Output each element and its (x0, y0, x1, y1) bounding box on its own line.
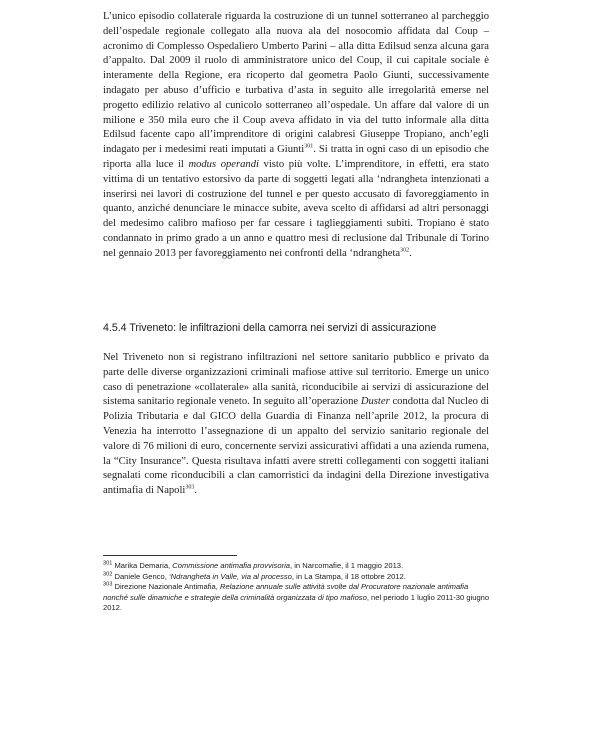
section-heading: 4.5.4 Triveneto: le infiltrazioni della camorra nei servizi di assicurazione (103, 322, 437, 334)
footnote-ref-303[interactable]: 303 (185, 484, 195, 491)
footnote-303 (103, 582, 495, 614)
footnote-number: 303 (103, 581, 113, 588)
italic-term: Duster (360, 396, 390, 408)
footnote-title: Relazione annuale sulle attività svolte dal Procuratore nazionale antimafia nonché sulle dinamiche e strategie della criminalità organizzata di tipo mafioso (103, 582, 469, 602)
footnote-number: 302 (103, 571, 113, 578)
footnote-text: , nel periodo 1 luglio 2011-30 giugno 2012. (103, 592, 490, 613)
italic-term: modus operandi (188, 158, 259, 170)
paragraph-text: . (409, 247, 412, 259)
paragraph-text: visto più volte. L’imprenditore, in effetti, era stato vittima di un tentativo estorsivo da parte di soggetti legati alla ‘ndrangheta intenzionati a inserirsi nei lavori di costruzione del tunnel e per questo accusato di favoreggiamento in quanto, anziché denunciare le minacce subite, aveva scelto di affidarsi ad altri personaggi del medesimo calibro mafioso per far cessare i taglieggiamenti subiti. Tropiano è stato condannato in primo grado a un anno e quattro mesi di reclusione dal Tribunale di Torino nel gennaio 2013 per favoreggiamento nei confronti della ‘ndrangheta (103, 158, 489, 259)
paragraph-text: . Si tratta in ogni caso di un episodio che riporta alla luce il (103, 144, 489, 170)
body-paragraph-1 (103, 10, 489, 262)
footnote-text: Marika Demaria, (112, 561, 173, 570)
footnote-text: Daniele Genco, (112, 571, 169, 581)
footnote-text: , in La Stampa, il 18 ottobre 2012. (291, 571, 406, 581)
footnote-ref-301[interactable]: 301 (304, 143, 314, 150)
footnote-title: ‘Ndrangheta in Valle, via al processo (168, 571, 292, 581)
paragraph-text: condotta dal Nucleo di Polizia Tributaria e dal GICO della Guardia di Finanza nell’aprile 2012, la procura di Venezia ha interrotto l’assegnazione di un appalto del servizio sanitario regionale del valore di 76 milioni di euro, concernente servizi assicurativi affidati a una azienda rumena, la “City Insurance”. Questa risultava infatti avere stretti collegamenti con soggetti italiani segnalati come riconducibili a clan camorristici da indagini della Direzione investigativa antimafia di Napoli (103, 396, 489, 497)
paragraph-text: . (194, 485, 198, 497)
footnote-text: Direzione Nazionale Antimafia, (112, 582, 220, 592)
paragraph-text: L’unico episodio collaterale riguarda la costruzione di un tunnel sotterraneo al parcheggio dell’ospedale regionale collegato alla nuova ala del nosocomio affidata dal Coup – acronimo di Complesso Ospedaliero Umberto Parini – alla ditta Edilsud senza alcuna gara d’appalto. Dal 2009 il ruolo di amministratore unico del Coup, il cui capitale sociale è interamente della Regione, era ricoperto dal geometra Paolo Giunti, successivamente indagato per abuso d’ufficio e turbativa d’asta in seguito alle irregolarità emerse nel progetto edilizio relativo al cunicolo sotterraneo all’ospedale. Un affare dal valore di un milione e 350 mila euro che il Coup aveva affidato in via del tutto informale alla ditta Edilsud facente capo all’imprenditore di origini calabresi Giuseppe Tropiano, anch’egli indagato per i medesimi reati imputati a Giunti (103, 11, 489, 156)
paragraph-text: Nel Triveneto non si registrano infiltrazioni nel settore sanitario pubblico e privato da parte delle diverse organizzazioni criminali mafiose attive sul territorio. Emerge un unico caso di penetrazione «collaterale» alla sanità, riconducibile ai servizi di assicurazione del sistema sanitario regionale veneto. In seguito all’operazione (103, 352, 489, 408)
body-paragraph-2 (103, 351, 489, 499)
footnote-302 (103, 572, 495, 583)
footnote-number: 301 (103, 560, 113, 567)
footnote-text: , in Narcomafie, il 1 maggio 2013. (290, 561, 404, 570)
footnote-301 (103, 561, 495, 572)
footnote-title: Commissione antimafia provvisoria (172, 561, 291, 570)
footnote-separator (103, 555, 237, 556)
footnote-ref-302[interactable]: 302 (400, 247, 410, 254)
footnotes (103, 561, 495, 614)
